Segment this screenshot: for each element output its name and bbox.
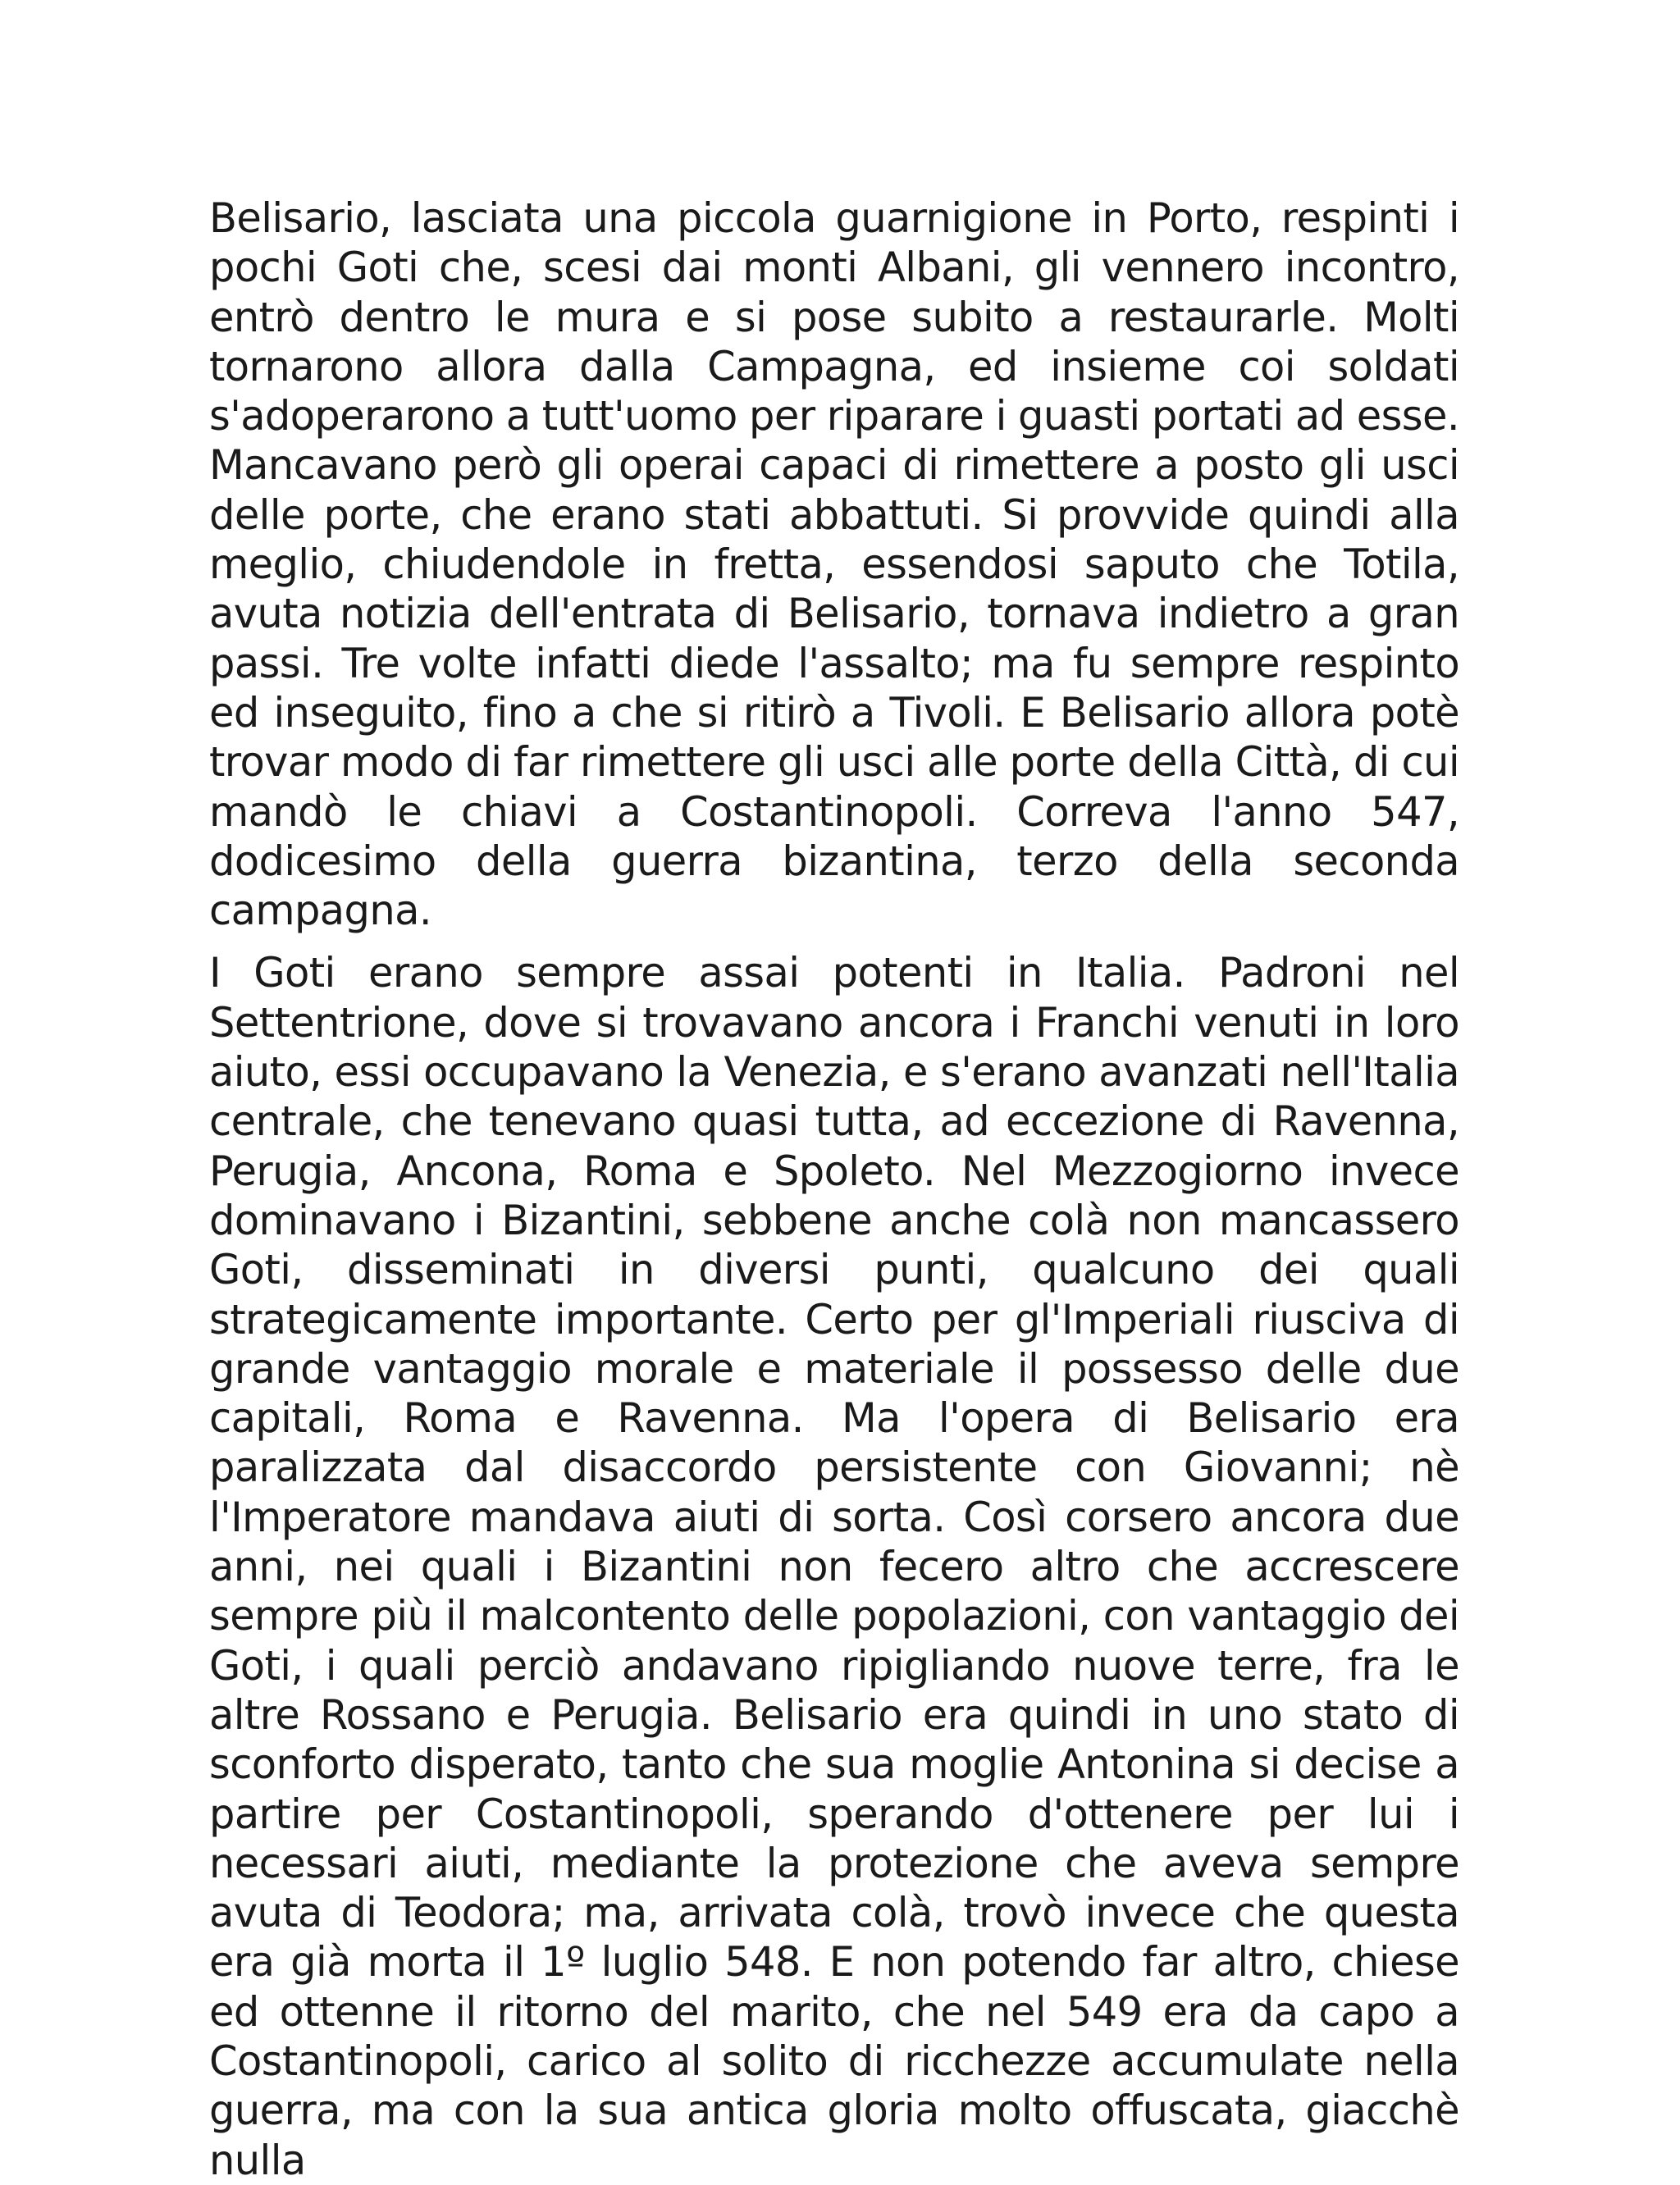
document-page [209, 194, 1459, 2185]
paragraph: I Goti erano sempre assai potenti in Italia. Padroni nel Settentrione, dove si trovavano ancora i Franchi venuti in loro aiuto, essi occupavano la Venezia, e s'erano avanzati nell'Italia centrale, che tenevano quasi tutta, ad eccezione di Ravenna, Perugia, Ancona, Roma e Spoleto. Nel Mezzogiorno invece dominavano i Bizantini, sebbene anche colà non mancassero Goti, disseminati in diversi punti, qualcuno dei quali strategicamente importante. Certo per gl'Imperiali riusciva di grande vantaggio morale e materiale il possesso delle due capitali, Roma e Ravenna. Ma l'opera di Belisario era paralizzata dal disaccordo persistente con Giovanni; nè l'Imperatore mandava aiuti di sorta. Così corsero ancora due anni, nei quali i Bizantini non fecero altro che accrescere sempre più il malcontento delle popolazioni, con vantaggio dei Goti, i quali perciò andavano ripigliando nuove terre, fra le altre Rossano e Perugia. Belisario era quindi in uno stato di sconforto disperato, tanto che sua moglie Antonina si decise a partire per Costantinopoli, sperando d'ottenere per lui i necessari aiuti, mediante la protezione che aveva sempre avuta di Teodora; ma, arrivata colà, trovò invece che questa era già morta il 1º luglio 548. E non potendo far altro, chiese ed ottenne il ritorno del marito, che nel 549 era da capo a Costantinopoli, carico al solito di ricchezze accumulate nella guerra, ma con la sua antica gloria molto offuscata, giacchè nulla [209, 949, 1459, 2184]
paragraph: Belisario, lasciata una piccola guarnigione in Porto, respinti i pochi Goti che, scesi dai monti Albani, gli vennero incontro, entrò dentro le mura e si pose subito a restaurarle. Molti tornarono allora dalla Campagna, ed insieme coi soldati s'adoperarono a tutt'uomo per riparare i guasti portati ad esse. Mancavano però gli operai capaci di rimettere a posto gli usci delle porte, che erano stati abbattuti. Si provvide quindi alla meglio, chiudendole in fretta, essendosi saputo che Totila, avuta notizia dell'entrata di Belisario, tornava indietro a gran passi. Tre volte infatti diede l'assalto; ma fu sempre respinto ed inseguito, fino a che si ritirò a Tivoli. E Belisario allora potè trovar modo di far rimettere gli usci alle porte della Città, di cui mandò le chiavi a Costantinopoli. Correva l'anno 547, dodicesimo della guerra bizantina, terzo della seconda campagna. [209, 194, 1459, 935]
